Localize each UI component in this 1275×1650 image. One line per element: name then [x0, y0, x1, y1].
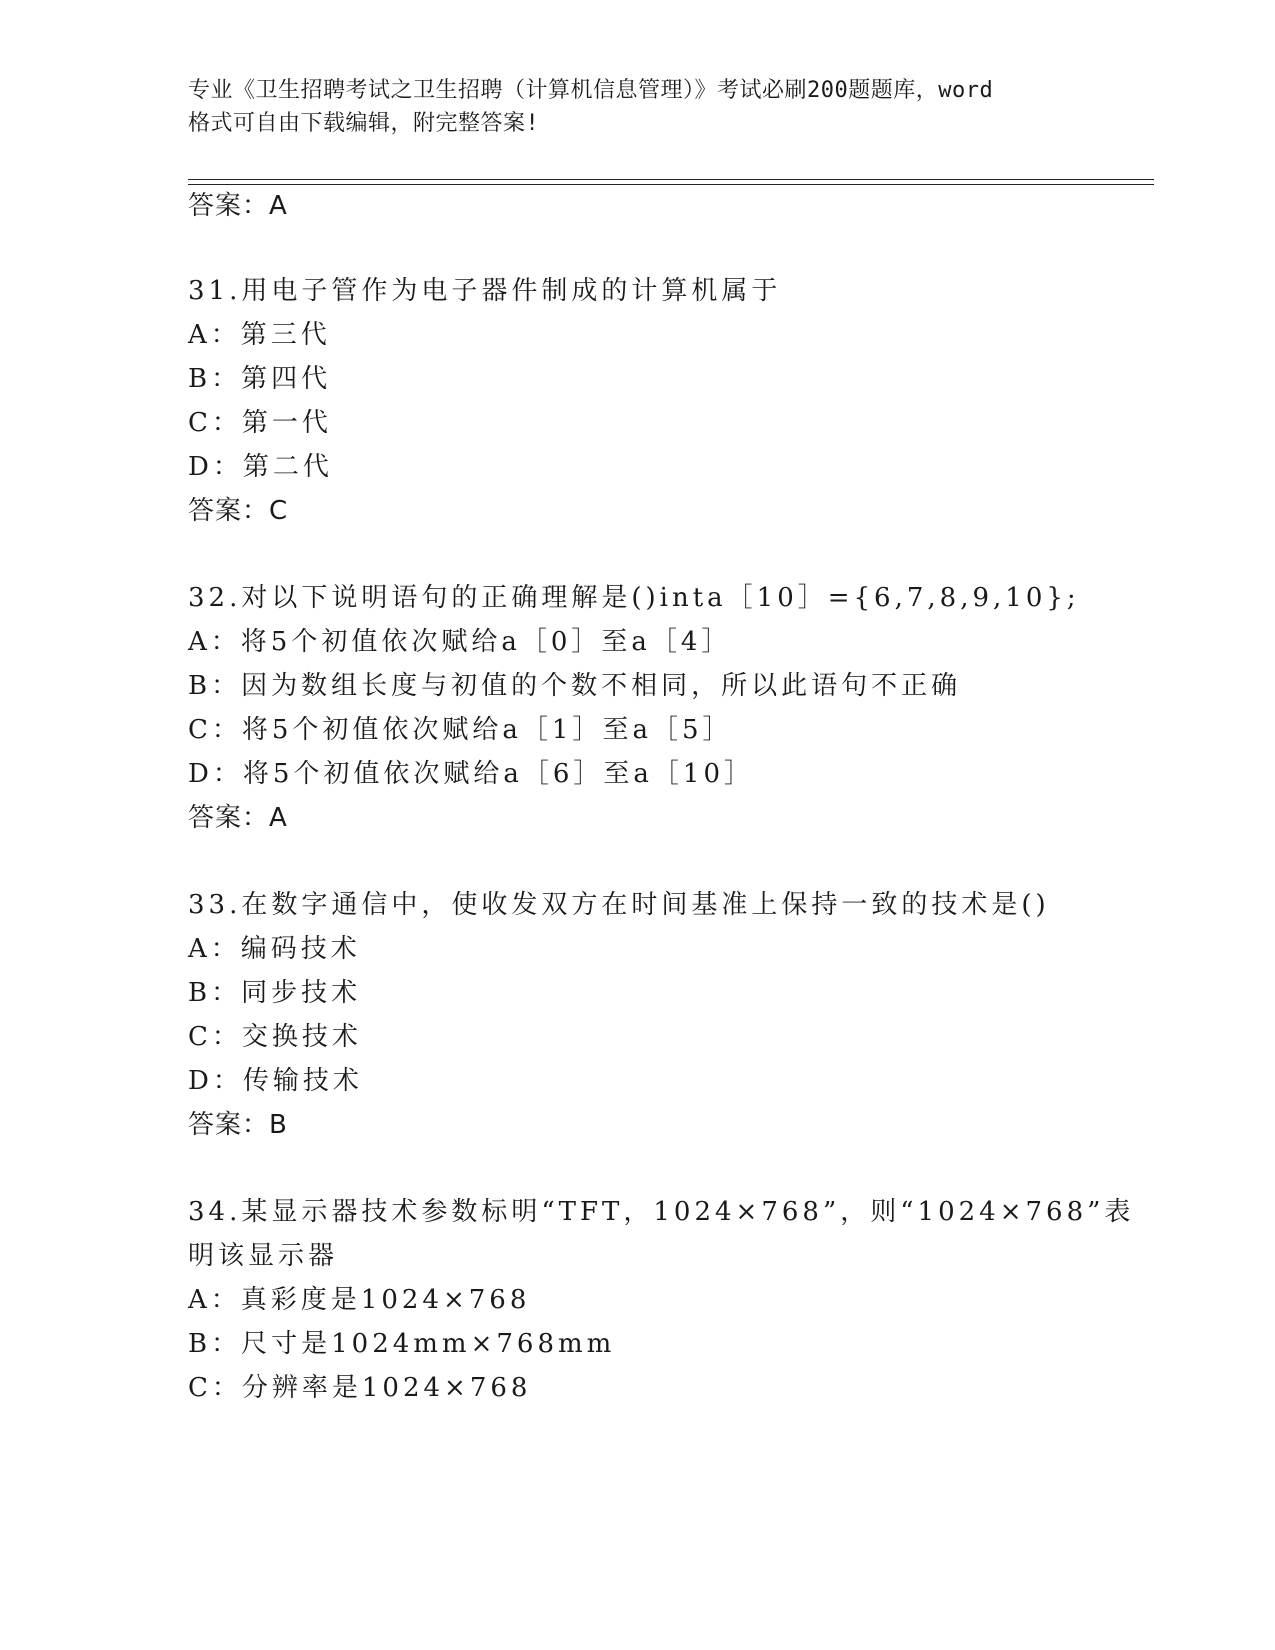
question-33-option-b: B：同步技术 — [188, 978, 362, 1008]
question-34-option-b: B：尺寸是1024mm×768mm — [188, 1329, 616, 1359]
document-header — [188, 74, 1088, 140]
question-31-answer: 答案：C — [188, 496, 289, 526]
question-34-option-c: C：分辨率是1024×768 — [188, 1373, 532, 1403]
question-31-option-b: B：第四代 — [188, 364, 332, 394]
question-32-option-b: B：因为数组长度与初值的个数不相同，所以此语句不正确 — [188, 671, 962, 701]
question-33-option-c: C：交换技术 — [188, 1022, 362, 1052]
question-31-option-c: C：第一代 — [188, 408, 332, 438]
question-34-stem-line-2: 明该显示器 — [188, 1241, 339, 1271]
previous-question-answer: 答案：A — [188, 191, 288, 221]
question-32-stem: 32.对以下说明语句的正确理解是()inta［10］={6,7,8,9,10}; — [188, 583, 1080, 613]
question-31-stem: 31.用电子管作为电子器件制成的计算机属于 — [188, 276, 782, 306]
question-33-answer: 答案：B — [188, 1110, 288, 1140]
question-32-option-a: A：将5个初值依次赋给a［0］至a［4］ — [188, 627, 732, 657]
question-34-option-a: A：真彩度是1024×768 — [188, 1285, 531, 1315]
header-divider-bottom — [188, 184, 1154, 185]
question-32-answer: 答案：A — [188, 803, 288, 833]
question-31-option-a: A：第三代 — [188, 320, 331, 350]
question-32-option-d: D：将5个初值依次赋给a［6］至a［10］ — [188, 759, 755, 789]
question-33-option-d: D：传输技术 — [188, 1066, 363, 1096]
question-34-stem-line-1: 34.某显示器技术参数标明“TFT，1024×768”，则“1024×768”表 — [188, 1197, 1135, 1227]
header-divider-top — [188, 179, 1154, 180]
header-title-line-2: 格式可自由下载编辑，附完整答案! — [188, 111, 540, 136]
question-33-option-a: A：编码技术 — [188, 934, 361, 964]
header-title-line-1: 专业《卫生招聘考试之卫生招聘（计算机信息管理）》考试必刷200题题库，word — [188, 78, 994, 103]
question-33-stem: 33.在数字通信中，使收发双方在时间基准上保持一致的技术是() — [188, 890, 1050, 920]
question-31-option-d: D：第二代 — [188, 452, 333, 482]
question-32-option-c: C：将5个初值依次赋给a［1］至a［5］ — [188, 715, 733, 745]
